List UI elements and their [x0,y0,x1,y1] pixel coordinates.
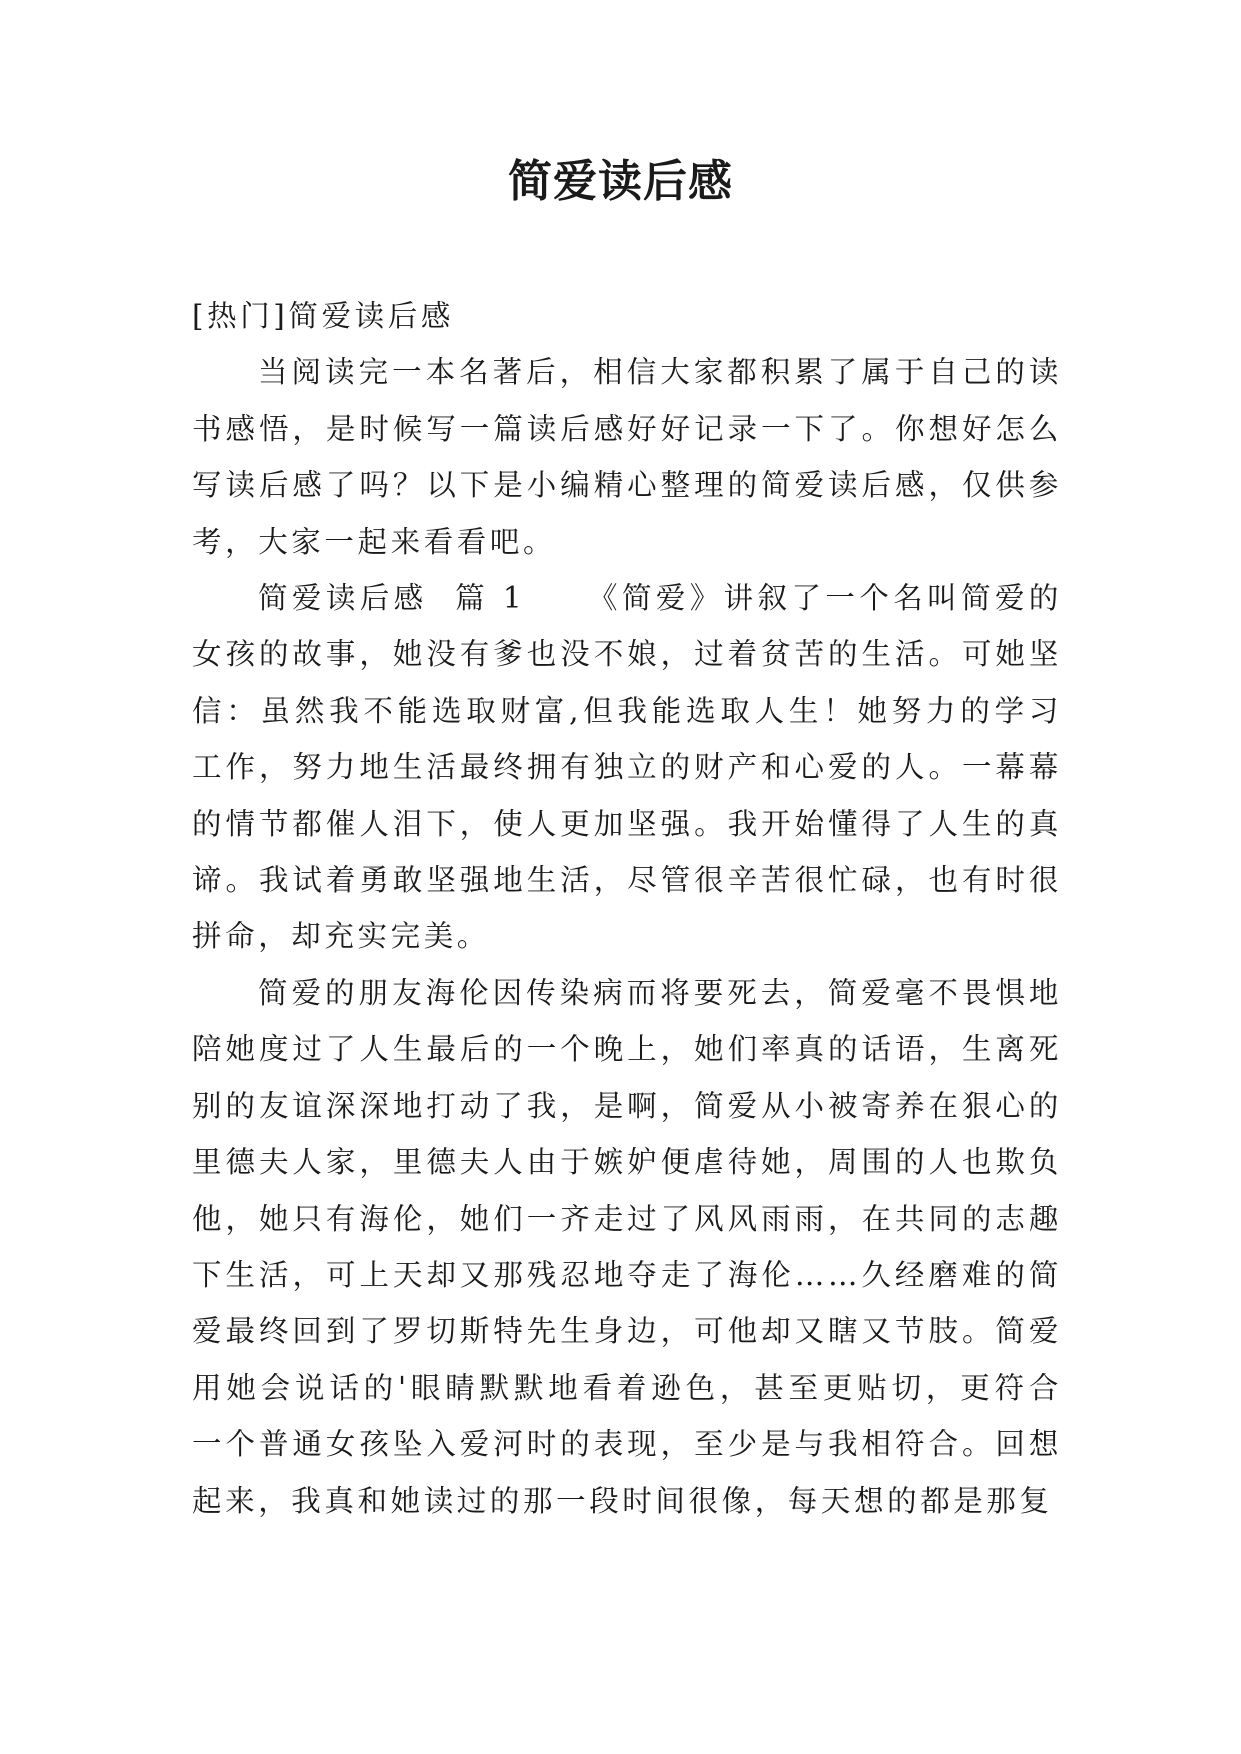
section-paragraph-1 [192,570,1062,965]
intro-paragraph: 当阅读完一本名著后，相信大家都积累了属于自己的读书感悟，是时候写一篇读后感好好记录一下了。你想好怎么写读后感了吗？以下是小编精心整理的简爱读后感，仅供参考，大家一起来看看吧。 [192,355,1062,559]
document-body [192,288,1062,1529]
section-paragraph-1-text: 《简爱》讲叙了一个名叫简爱的女孩的故事，她没有爹也没不娘，过着贫苦的生活。可她坚信：虽然我不能选取财富,但我能选取人生！她努力的学习工作，努力地生活最终拥有独立的财产和心爱的人。一幕幕的情节都催人泪下，使人更加坚强。我开始懂得了人生的真谛。我试着勇敢坚强地生活，尽管很辛苦很忙碌，也有时很拼命，却充实完美。 [192,581,1062,954]
document-title: 简爱读后感 [508,156,733,207]
document-subtitle: [热门]简爱读后感 [192,299,454,333]
section-heading: 简爱读后感 篇 1 [258,581,526,616]
section-paragraph-2: 简爱的朋友海伦因传染病而将要死去，简爱毫不畏惧地陪她度过了人生最后的一个晚上，她们率真的话语，生离死别的友谊深深地打动了我，是啊，简爱从小被寄养在狠心的里德夫人家，里德夫人由于嫉妒便虐待她，周围的人也欺负他，她只有海伦，她们一齐走过了风风雨雨，在共同的志趣下生活，可上天却又那残忍地夺走了海伦……久经磨难的简爱最终回到了罗切斯特先生身边，可他却又瞎又节肢。简爱用她会说话的'眼睛默默地看着逊色，甚至更贴切，更符合一个普通女孩坠入爱河时的表现，至少是与我相符合。回想起来，我真和她读过的那一段时间很像，每天想的都是那复 [192,975,1062,1518]
